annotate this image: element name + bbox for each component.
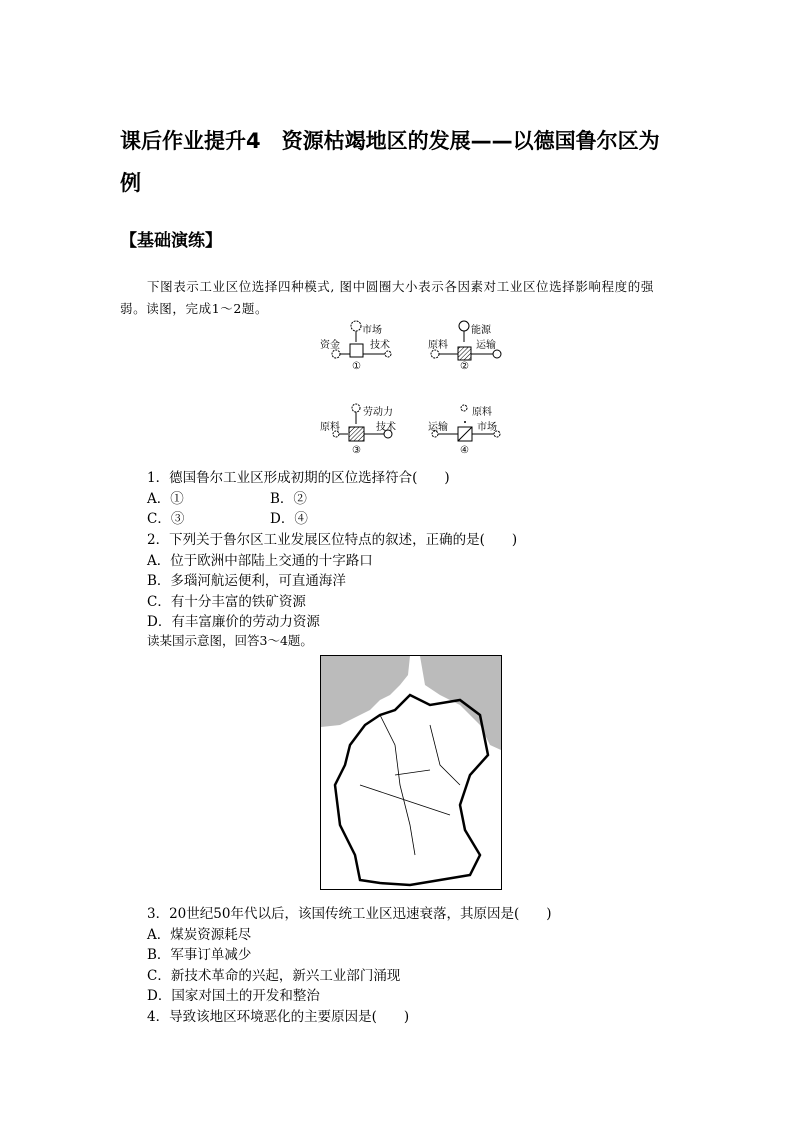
diagram-4-right: 市场 [477, 422, 497, 433]
q1-option-d: D．④ [270, 511, 308, 527]
q3-stem: 3．20世纪50年代以后，该国传统工业区迅速衰落，其原因是( ) [147, 906, 552, 922]
q3-option: D．国家对国土的开发和整治 [147, 988, 320, 1004]
intro-paragraph: 下图表示工业区位选择四种模式, 图中圆圈大小表示各因素对工业区位选择影响程度的强弱。读图，完成1～2题。 [120, 279, 654, 316]
section-heading: 【基础演练】 [120, 231, 222, 251]
diagram-2-left: 原料 [428, 340, 448, 351]
diagram-2-number: ② [460, 361, 469, 372]
q1-option-b: B．② [270, 491, 307, 507]
diagram-3-left: 原料 [320, 422, 340, 433]
diagram-2-top: 能源 [471, 325, 491, 336]
map-intro: 读某国示意图，回答3～4题。 [147, 633, 313, 648]
q1-option-c: C．③ [147, 511, 185, 527]
diagram-4-number: ④ [460, 445, 469, 456]
page-title: 课后作业提升4 资源枯竭地区的发展——以德国鲁尔区为例 [120, 129, 660, 195]
q2-option: B．多瑙河航运便利，可直通海洋 [147, 573, 346, 589]
q3-option: A．煤炭资源耗尽 [147, 927, 252, 943]
q4-stem: 4．导致该地区环境恶化的主要原因是( ) [147, 1009, 410, 1025]
diagram-4-left: 运输 [428, 422, 448, 433]
q3-option: B．军事订单减少 [147, 947, 252, 963]
diagram-4-top: 原料 [472, 407, 492, 418]
q2-option: D．有丰富廉价的劳动力资源 [147, 614, 320, 630]
q2-stem: 2．下列关于鲁尔区工业发展区位特点的叙述，正确的是( ) [147, 532, 518, 548]
diagram-1-right: 技术 [370, 340, 390, 351]
diagram-1-left: 资金 [320, 340, 340, 351]
q1-option-a: A．① [147, 491, 184, 507]
diagram-1-top: 市场 [362, 325, 382, 336]
diagram-1-number: ① [352, 361, 361, 372]
q3-option: C．新技术革命的兴起，新兴工业部门涌现 [147, 968, 401, 984]
q1-stem: 1．德国鲁尔工业区形成初期的区位选择符合( ) [147, 470, 450, 486]
germany-map [320, 655, 502, 890]
diagram-3-right: 技术 [376, 422, 396, 433]
q2-option: C．有十分丰富的铁矿资源 [147, 594, 306, 610]
diagram-3-top: 劳动力 [363, 407, 393, 418]
diagram-3-number: ③ [352, 445, 361, 456]
q2-option: A．位于欧洲中部陆上交通的十字路口 [147, 553, 373, 569]
diagram-2-right: 运输 [476, 340, 496, 351]
